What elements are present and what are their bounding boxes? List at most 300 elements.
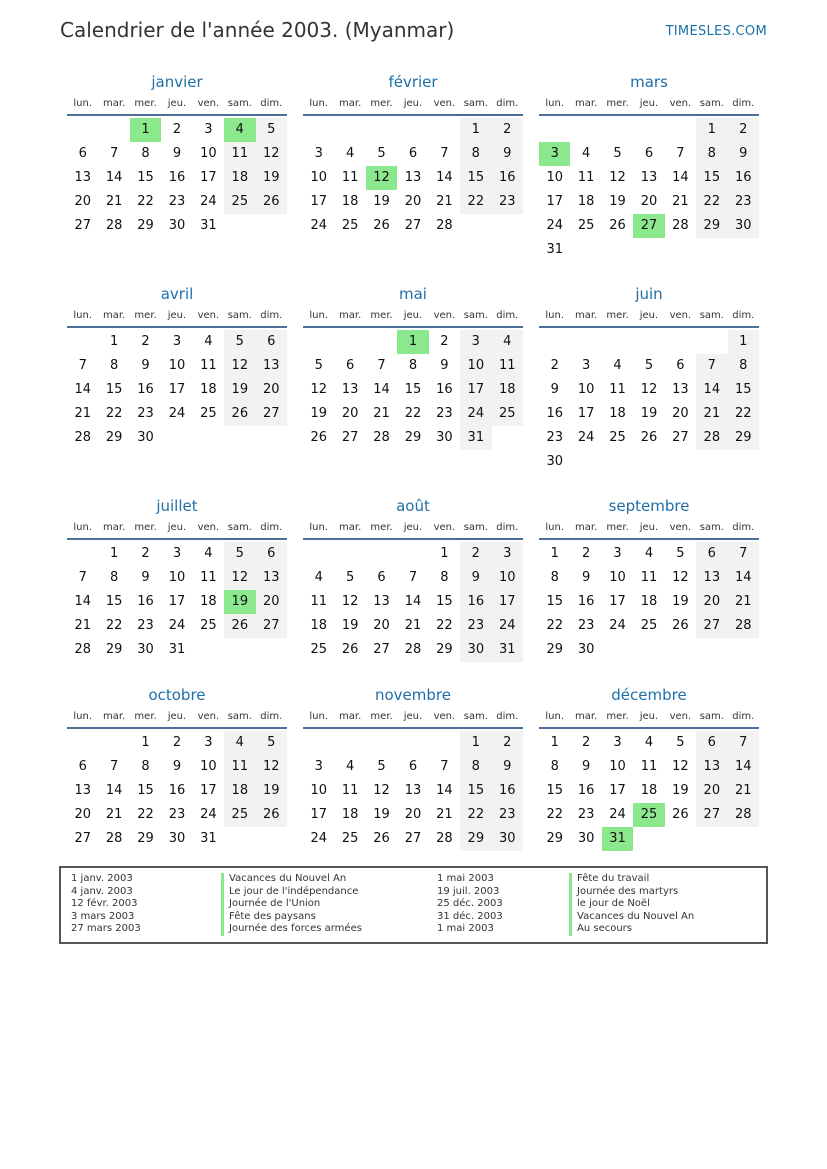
weekday-label: lun. (73, 711, 93, 722)
day-cell: 30 (492, 827, 523, 851)
day-cell: 11 (609, 382, 626, 397)
day-cell: 13 (640, 170, 658, 185)
day-cell: 31 (492, 638, 523, 662)
day-cell: 28 (105, 831, 123, 846)
day-cell: 9 (141, 358, 150, 373)
day-cell: 7 (440, 759, 449, 774)
day-cell: 15 (105, 594, 123, 609)
day-cell: 19 (640, 406, 658, 421)
day-cell: 23 (137, 406, 154, 421)
weekday-label: lun. (309, 711, 329, 722)
day-cell: 2 (581, 735, 591, 750)
day-cell: 21 (436, 807, 453, 822)
day-cell: 17 (310, 194, 327, 209)
empty-cell (397, 118, 428, 142)
month-name: avril (160, 285, 194, 303)
day-cell: 16 (137, 594, 154, 609)
day-cell: 2 (550, 358, 559, 373)
day-cell: 19 (341, 618, 359, 633)
month-12 (539, 683, 759, 851)
empty-cell (633, 330, 664, 354)
day-cell: 18 (609, 406, 626, 421)
day-cell: 15 (404, 382, 422, 397)
empty-cell (570, 330, 601, 354)
month-1 (67, 70, 287, 238)
day-cell: 10 (492, 566, 523, 590)
day-cell: 14 (373, 382, 390, 397)
weekday-label: dim. (732, 98, 755, 109)
day-cell: 26 (256, 190, 287, 214)
day-cell: 18 (200, 382, 217, 397)
day-cell: 31 (200, 218, 217, 233)
day-cell: 6 (676, 358, 685, 373)
day-cell: 6 (256, 542, 287, 566)
day-cell: 29 (728, 426, 759, 450)
day-cell: 19 (373, 194, 390, 209)
day-cell: 25 (341, 831, 359, 846)
day-cell: 1 (440, 546, 449, 561)
holiday-day-cell: 3 (539, 142, 570, 166)
day-cell: 29 (105, 642, 123, 657)
day-cell: 30 (577, 642, 595, 657)
empty-cell (429, 118, 460, 142)
day-cell: 12 (224, 566, 255, 590)
day-cell: 4 (345, 146, 355, 161)
day-cell: 9 (460, 566, 491, 590)
day-cell: 18 (224, 166, 255, 190)
day-cell: 16 (168, 170, 186, 185)
weekday-label: sam. (463, 98, 488, 109)
brand-link[interactable]: TIMESLES.COM (665, 24, 767, 39)
day-cell: 20 (74, 194, 91, 209)
day-cell: 5 (676, 735, 685, 750)
day-cell: 6 (696, 542, 727, 566)
day-cell: 6 (408, 146, 418, 161)
day-cell: 8 (141, 759, 150, 774)
days-grid (303, 540, 523, 662)
day-cell: 14 (404, 594, 422, 609)
weekday-header (539, 518, 759, 540)
day-cell: 4 (613, 358, 622, 373)
days-grid (67, 328, 287, 450)
day-cell: 25 (224, 803, 255, 827)
legend-holiday: Fête des paysans (221, 911, 362, 924)
weekday-label: dim. (260, 711, 283, 722)
day-cell: 25 (341, 218, 359, 233)
weekday-header (67, 518, 287, 540)
day-cell: 3 (613, 735, 622, 750)
weekday-label: jeu. (167, 522, 187, 533)
legend-holiday: Vacances du Nouvel An (221, 873, 362, 886)
weekday-label: mar. (575, 711, 598, 722)
weekday-label: sam. (699, 98, 724, 109)
empty-cell (602, 118, 633, 142)
day-cell: 10 (609, 570, 626, 585)
day-cell: 23 (460, 614, 491, 638)
legend-date: 27 mars 2003 (71, 923, 141, 934)
empty-cell (397, 542, 428, 566)
empty-cell (539, 118, 570, 142)
day-cell: 15 (436, 594, 453, 609)
weekday-label: sam. (227, 310, 252, 321)
day-cell: 7 (676, 146, 685, 161)
day-cell: 22 (436, 618, 453, 633)
day-cell: 21 (696, 402, 727, 426)
legend-dates-col2 (437, 873, 503, 936)
day-cell: 5 (377, 759, 386, 774)
month-name: février (388, 73, 438, 91)
day-cell: 3 (613, 546, 622, 561)
day-cell: 3 (492, 542, 523, 566)
empty-cell (303, 542, 334, 566)
empty-cell (303, 330, 334, 354)
weekday-label: dim. (496, 711, 519, 722)
day-cell: 10 (460, 354, 491, 378)
day-cell: 19 (310, 406, 327, 421)
day-cell: 20 (74, 807, 91, 822)
day-cell: 26 (341, 642, 359, 657)
day-cell: 4 (204, 334, 213, 349)
day-cell: 24 (310, 218, 327, 233)
day-cell: 25 (310, 642, 327, 657)
day-cell: 28 (436, 831, 453, 846)
day-cell: 27 (373, 642, 390, 657)
day-cell: 22 (546, 618, 563, 633)
day-cell: 6 (78, 759, 87, 774)
day-cell: 17 (609, 594, 626, 609)
weekday-label: ven. (197, 98, 220, 109)
holiday-day-cell: 31 (602, 827, 633, 851)
day-cell: 3 (314, 146, 323, 161)
day-cell: 15 (546, 594, 563, 609)
day-cell: 27 (341, 430, 359, 445)
weekday-label: lun. (309, 98, 329, 109)
day-cell: 22 (728, 402, 759, 426)
day-cell: 8 (460, 142, 491, 166)
day-cell: 15 (546, 783, 563, 798)
day-cell: 11 (224, 755, 255, 779)
weekday-label: jeu. (639, 98, 659, 109)
legend-holiday: Journée de l'Union (221, 898, 362, 911)
weekday-label: sam. (699, 522, 724, 533)
day-cell: 13 (74, 783, 91, 798)
month-name: décembre (611, 686, 687, 704)
weekday-label: dim. (732, 711, 755, 722)
day-cell: 4 (224, 731, 255, 755)
month-10 (67, 683, 287, 851)
weekday-label: jeu. (639, 522, 659, 533)
day-cell: 4 (644, 735, 654, 750)
day-cell: 6 (78, 146, 87, 161)
day-cell: 30 (168, 218, 186, 233)
day-cell: 2 (581, 546, 591, 561)
day-cell: 31 (546, 242, 563, 257)
weekday-label: mar. (575, 522, 598, 533)
day-cell: 29 (137, 831, 154, 846)
day-cell: 28 (436, 218, 453, 233)
weekday-label: dim. (260, 98, 283, 109)
day-cell: 4 (492, 330, 523, 354)
day-cell: 3 (460, 330, 491, 354)
day-cell: 29 (546, 831, 563, 846)
day-cell: 14 (74, 594, 91, 609)
day-cell: 12 (640, 382, 658, 397)
day-cell: 22 (105, 618, 123, 633)
weekday-label: ven. (669, 310, 692, 321)
month-4 (67, 282, 287, 450)
day-cell: 9 (440, 358, 449, 373)
day-cell: 9 (581, 759, 591, 774)
day-cell: 16 (728, 166, 759, 190)
weekday-label: ven. (197, 522, 220, 533)
day-cell: 23 (728, 190, 759, 214)
weekday-label: mer. (370, 310, 393, 321)
weekday-label: ven. (433, 98, 456, 109)
day-cell: 27 (672, 430, 689, 445)
day-cell: 27 (696, 803, 727, 827)
legend-names-col2 (569, 873, 694, 936)
day-cell: 28 (696, 426, 727, 450)
day-cell: 21 (373, 406, 390, 421)
days-grid (539, 540, 759, 662)
day-cell: 3 (172, 546, 182, 561)
day-cell: 6 (644, 146, 654, 161)
day-cell: 5 (224, 542, 255, 566)
day-cell: 16 (436, 382, 453, 397)
holiday-day-cell: 1 (397, 330, 428, 354)
day-cell: 23 (168, 807, 186, 822)
weekday-label: sam. (463, 522, 488, 533)
day-cell: 26 (672, 807, 689, 822)
day-cell: 5 (377, 146, 386, 161)
day-cell: 11 (640, 570, 658, 585)
day-cell: 7 (728, 542, 759, 566)
day-cell: 3 (172, 334, 182, 349)
day-cell: 1 (550, 735, 559, 750)
weekday-label: mar. (103, 310, 126, 321)
day-cell: 14 (105, 170, 123, 185)
day-cell: 9 (492, 755, 523, 779)
day-cell: 14 (436, 783, 453, 798)
day-cell: 11 (224, 142, 255, 166)
weekday-label: mer. (370, 98, 393, 109)
day-cell: 4 (644, 546, 654, 561)
legend-holiday: Journée des martyrs (569, 886, 694, 899)
day-cell: 7 (440, 146, 449, 161)
empty-cell (303, 118, 334, 142)
day-cell: 13 (404, 783, 422, 798)
weekday-label: jeu. (403, 522, 423, 533)
day-cell: 5 (256, 118, 287, 142)
weekday-label: sam. (227, 522, 252, 533)
day-cell: 17 (609, 783, 626, 798)
day-cell: 18 (640, 783, 658, 798)
day-cell: 27 (404, 218, 422, 233)
day-cell: 31 (460, 426, 491, 450)
day-cell: 28 (105, 218, 123, 233)
weekday-header (303, 94, 523, 116)
day-cell: 29 (105, 430, 123, 445)
empty-cell (67, 542, 98, 566)
day-cell: 17 (200, 783, 217, 798)
empty-cell (303, 731, 334, 755)
day-cell: 23 (577, 618, 595, 633)
weekday-label: mar. (103, 98, 126, 109)
day-cell: 14 (728, 566, 759, 590)
day-cell: 3 (581, 358, 591, 373)
day-cell: 24 (609, 618, 626, 633)
weekday-label: mer. (370, 711, 393, 722)
day-cell: 23 (492, 803, 523, 827)
day-cell: 25 (577, 218, 595, 233)
month-name: octobre (148, 686, 206, 704)
day-cell: 5 (676, 546, 685, 561)
day-cell: 14 (105, 783, 123, 798)
day-cell: 26 (640, 430, 658, 445)
weekday-label: lun. (73, 522, 93, 533)
weekday-label: dim. (260, 310, 283, 321)
weekday-label: mar. (575, 310, 598, 321)
day-cell: 29 (546, 642, 563, 657)
day-cell: 30 (137, 642, 154, 657)
day-cell: 26 (373, 218, 390, 233)
day-cell: 13 (256, 354, 287, 378)
day-cell: 13 (696, 566, 727, 590)
day-cell: 10 (200, 146, 217, 161)
weekday-label: jeu. (403, 711, 423, 722)
day-cell: 17 (168, 594, 186, 609)
empty-cell (98, 731, 129, 755)
day-cell: 11 (200, 358, 217, 373)
legend-date: 19 juil. 2003 (437, 885, 500, 897)
day-cell: 21 (728, 779, 759, 803)
day-cell: 4 (581, 146, 591, 161)
day-cell: 19 (224, 378, 255, 402)
holiday-day-cell: 25 (633, 803, 664, 827)
weekday-label: sam. (699, 310, 724, 321)
day-cell: 29 (404, 430, 422, 445)
day-cell: 24 (168, 618, 186, 633)
day-cell: 8 (440, 570, 449, 585)
day-cell: 23 (577, 807, 595, 822)
weekday-label: dim. (496, 522, 519, 533)
days-grid (67, 540, 287, 662)
legend-holiday: Le jour de l'indépendance (221, 886, 362, 899)
weekday-label: sam. (227, 98, 252, 109)
day-cell: 1 (728, 330, 759, 354)
day-cell: 2 (460, 542, 491, 566)
empty-cell (366, 731, 397, 755)
day-cell: 8 (408, 358, 418, 373)
weekday-header (539, 94, 759, 116)
day-cell: 12 (341, 594, 359, 609)
month-name: janvier (151, 73, 203, 91)
days-grid (67, 729, 287, 851)
weekday-label: lun. (545, 711, 565, 722)
days-grid (303, 328, 523, 450)
day-cell: 7 (78, 570, 87, 585)
day-cell: 2 (172, 122, 182, 137)
weekday-label: dim. (260, 522, 283, 533)
weekday-label: ven. (433, 711, 456, 722)
day-cell: 20 (341, 406, 359, 421)
day-cell: 20 (640, 194, 658, 209)
day-cell: 19 (256, 166, 287, 190)
day-cell: 26 (224, 614, 255, 638)
days-grid (303, 729, 523, 851)
day-cell: 27 (74, 831, 91, 846)
day-cell: 21 (105, 194, 123, 209)
day-cell: 16 (577, 783, 595, 798)
day-cell: 13 (373, 594, 390, 609)
weekday-label: mer. (606, 310, 629, 321)
day-cell: 2 (728, 118, 759, 142)
weekday-label: ven. (669, 98, 692, 109)
weekday-label: dim. (732, 522, 755, 533)
weekday-header (539, 306, 759, 328)
day-cell: 11 (577, 170, 595, 185)
weekday-label: sam. (227, 711, 252, 722)
day-cell: 5 (613, 146, 622, 161)
day-cell: 24 (460, 402, 491, 426)
weekday-label: ven. (197, 310, 220, 321)
day-cell: 3 (314, 759, 323, 774)
weekday-header (67, 707, 287, 729)
day-cell: 21 (74, 406, 91, 421)
day-cell: 6 (696, 731, 727, 755)
day-cell: 20 (672, 406, 689, 421)
weekday-label: jeu. (639, 711, 659, 722)
day-cell: 20 (373, 618, 390, 633)
day-cell: 29 (460, 827, 491, 851)
day-cell: 5 (256, 731, 287, 755)
day-cell: 21 (105, 807, 123, 822)
weekday-label: mar. (103, 711, 126, 722)
empty-cell (602, 330, 633, 354)
day-cell: 29 (137, 218, 154, 233)
day-cell: 21 (74, 618, 91, 633)
day-cell: 16 (168, 783, 186, 798)
day-cell: 6 (345, 358, 355, 373)
day-cell: 8 (109, 570, 119, 585)
weekday-label: lun. (73, 98, 93, 109)
day-cell: 22 (137, 807, 154, 822)
weekday-header (303, 518, 523, 540)
legend-holiday: Fête du travail (569, 873, 694, 886)
day-cell: 19 (672, 783, 689, 798)
day-cell: 1 (109, 334, 119, 349)
day-cell: 15 (137, 170, 154, 185)
day-cell: 11 (640, 759, 658, 774)
day-cell: 19 (672, 594, 689, 609)
empty-cell (366, 542, 397, 566)
empty-cell (98, 118, 129, 142)
day-cell: 9 (141, 570, 150, 585)
day-cell: 29 (436, 642, 453, 657)
day-cell: 20 (256, 590, 287, 614)
day-cell: 24 (200, 807, 217, 822)
day-cell: 7 (728, 731, 759, 755)
day-cell: 21 (404, 618, 422, 633)
day-cell: 17 (546, 194, 563, 209)
day-cell: 12 (672, 759, 689, 774)
holiday-legend (59, 866, 768, 944)
month-2 (303, 70, 523, 238)
day-cell: 10 (609, 759, 626, 774)
empty-cell (397, 731, 428, 755)
weekday-label: mer. (134, 98, 157, 109)
day-cell: 27 (696, 614, 727, 638)
